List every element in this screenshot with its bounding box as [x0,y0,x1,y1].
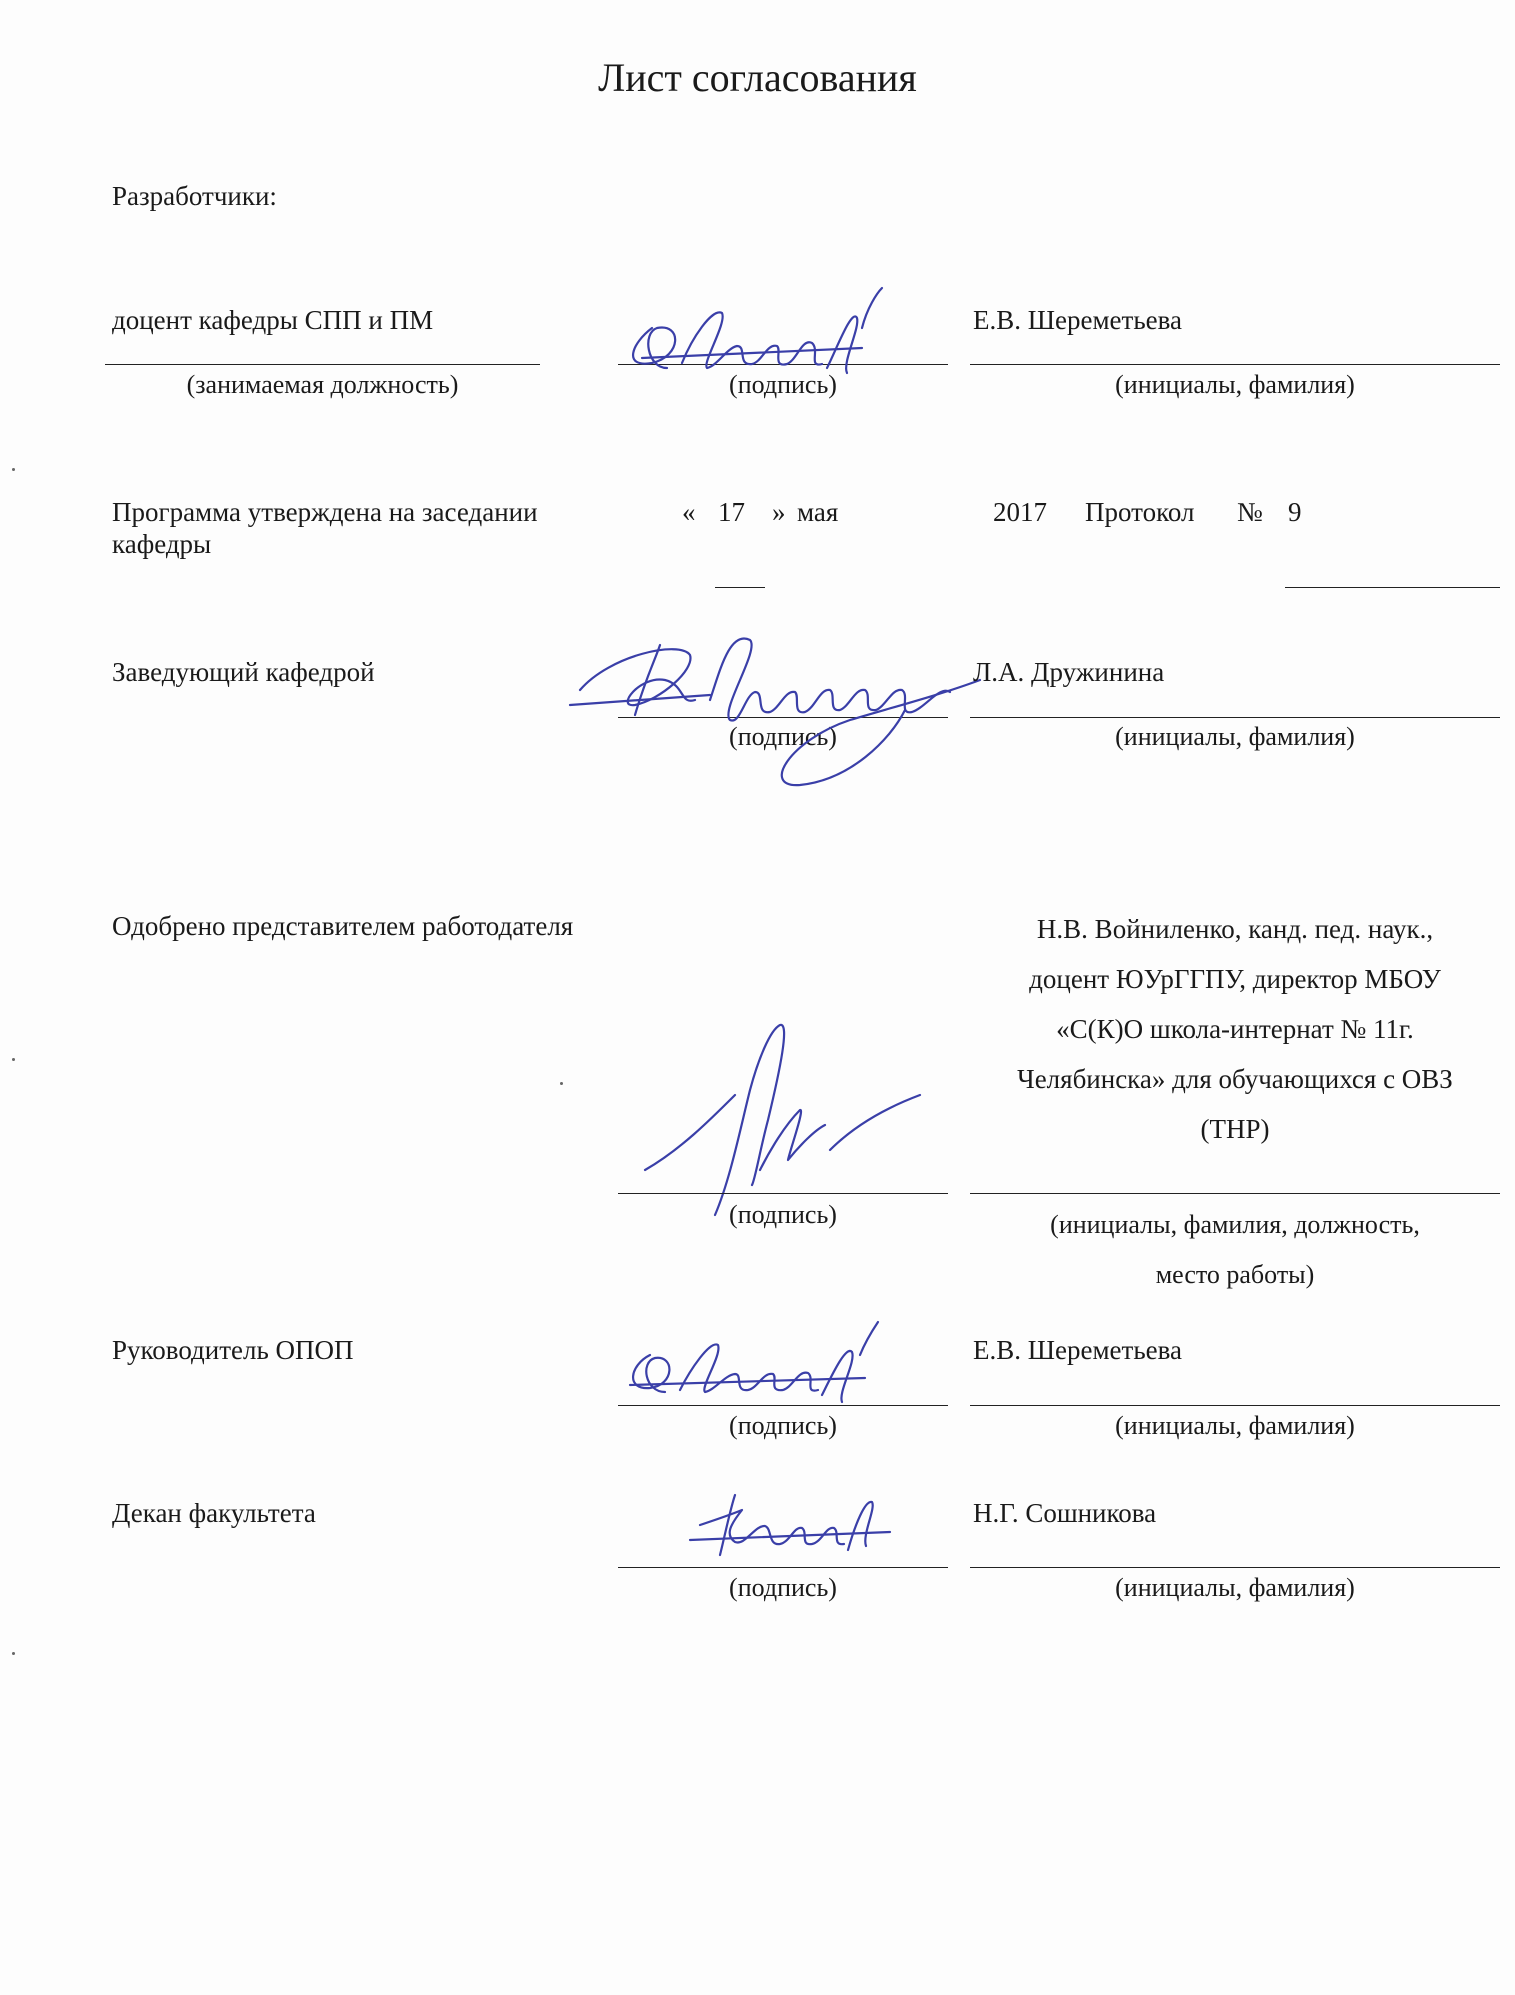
employer-line: доцент ЮУрГГПУ, директор МБОУ [1029,964,1441,994]
employer-details [970,904,1500,1154]
employer-line: Н.В. Войниленко, канд. пед. наук., [1036,914,1434,944]
opop-signature-caption: (подпись) [729,1411,837,1440]
head-signature-caption: (подпись) [729,722,837,751]
employer-name-caption [970,1200,1500,1300]
opop-label: Руководитель ОПОП [112,1335,354,1365]
developer-position-line [105,364,540,365]
developer-position: доцент кафедры СПП и ПМ [112,305,434,335]
protocol-label: Протокол [1085,497,1195,527]
employer-line: (ТНР) [1200,1114,1270,1144]
day-line [715,587,765,588]
number-line [1285,587,1500,588]
head-name-caption: (инициалы, фамилия) [1115,722,1355,751]
scan-speck [12,1652,15,1655]
scan-speck [12,1058,15,1061]
head-label: Заведующий кафедрой [112,657,375,687]
dean-signature [680,1480,900,1570]
dean-label: Декан факультета [112,1498,316,1528]
developer-signature [612,268,912,398]
approval-day: 17 [718,497,745,527]
opop-name-line [970,1405,1500,1406]
employer-signature [640,1010,940,1230]
quote-open: « [682,497,696,527]
approval-year: 2017 [993,497,1047,527]
employer-signature-line [618,1193,948,1194]
employer-line: «С(К)О школа-интернат № 11г. [1056,1014,1414,1044]
opop-name-caption: (инициалы, фамилия) [1115,1411,1355,1440]
quote-close: » [772,497,786,527]
developer-position-caption: (занимаемая должность) [186,370,459,399]
developer-name: Е.В. Шереметьева [973,305,1182,335]
head-signature [560,600,1000,800]
dean-name-caption: (инициалы, фамилия) [1115,1573,1355,1602]
employer-name-line [970,1193,1500,1194]
head-name-line [970,717,1500,718]
employer-caption-line: (инициалы, фамилия, должность, [1050,1210,1420,1239]
employer-signature-caption: (подпись) [729,1200,837,1229]
protocol-number: 9 [1288,497,1302,527]
dean-name-line [970,1567,1500,1568]
head-name: Л.А. Дружинина [973,657,1165,687]
page-title: Лист согласования [598,55,917,100]
approval-month: мая [797,497,839,527]
opop-signature-line [618,1405,948,1406]
dean-signature-line [618,1567,948,1568]
scan-speck [12,468,15,471]
employer-line: Челябинска» для обучающихся с ОВЗ [1017,1064,1453,1094]
dean-name: Н.Г. Сошникова [973,1498,1157,1528]
developer-name-line [970,364,1500,365]
scan-speck [560,1082,563,1085]
developer-signature-caption: (подпись) [729,370,837,399]
opop-name: Е.В. Шереметьева [973,1335,1182,1365]
number-sign: № [1237,497,1263,527]
employer-label: Одобрено представителем работодателя [112,911,574,941]
employer-caption-line: место работы) [1155,1260,1315,1289]
developer-name-caption: (инициалы, фамилия) [1115,370,1355,399]
opop-signature [610,1310,910,1420]
developers-label: Разработчики: [112,181,277,211]
dean-signature-caption: (подпись) [729,1573,837,1602]
approval-text: Программа утверждена на заседании кафедры [112,497,538,559]
